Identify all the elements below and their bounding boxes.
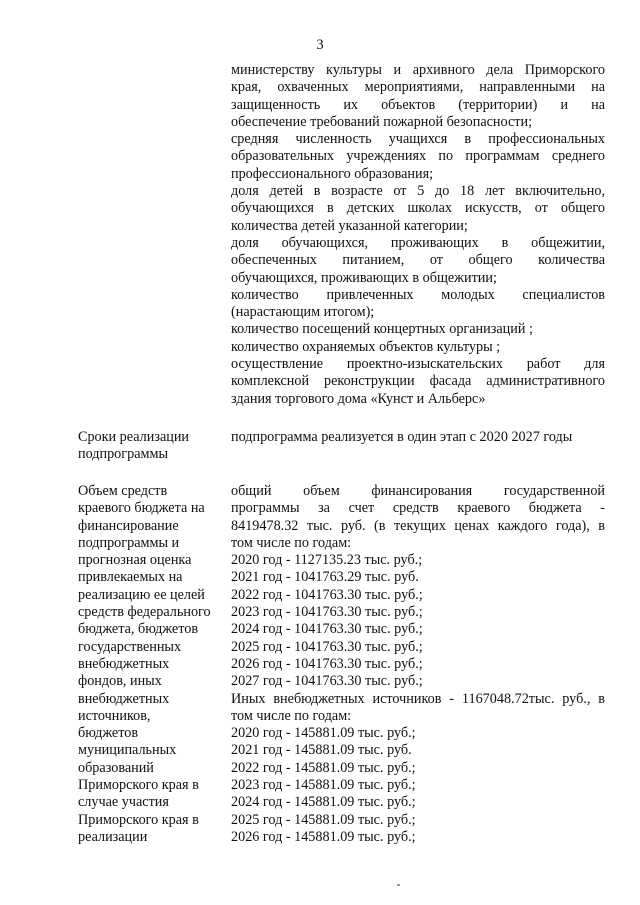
- funding-volume-text: [231, 483, 605, 846]
- funding-label-line: фондов, иных: [78, 673, 162, 690]
- funding-label-line: Приморского края в: [78, 811, 199, 828]
- funding-label-line: краевого бюджета на: [78, 500, 205, 517]
- funding-text-line: 2027 год - 1041763.30 тыс. руб.;: [231, 673, 423, 690]
- indicator-line: обучающихся в детских школах искусств, от общего: [231, 200, 605, 217]
- funding-label-line: Объем средств: [78, 483, 168, 499]
- target-indicators-text: [231, 62, 605, 408]
- funding-label-line: привлекаемых на: [78, 569, 183, 586]
- funding-text-line: общий объем финансирования государственной: [231, 483, 605, 499]
- funding-label-line: Приморского края в: [78, 777, 199, 794]
- funding-label-line: образований: [78, 759, 154, 776]
- indicator-line: министерству культуры и архивного дела Приморского: [231, 62, 605, 78]
- indicator-line: количество охраняемых объектов культуры ;: [231, 338, 501, 355]
- indicator-line: обеспечение требований пожарной безопасности;: [231, 113, 533, 130]
- funding-text-line: программы за счет средств краевого бюджета -: [231, 500, 605, 517]
- funding-text-line: 2026 год - 1041763.30 тыс. руб.;: [231, 655, 423, 672]
- indicator-line: обеспеченных питанием, от общего количества: [231, 252, 605, 269]
- funding-label-line: государственных: [78, 638, 182, 655]
- indicator-line: комплексной реконструкции фасада административного: [231, 373, 605, 390]
- funding-label-line: случае участия: [78, 794, 169, 811]
- indicator-line: (нарастающим итогом);: [231, 304, 375, 321]
- funding-text-line: 2022 год - 145881.09 тыс. руб.;: [231, 759, 416, 776]
- indicator-line: профессионального образования;: [231, 165, 434, 182]
- indicator-line: доля обучающихся, проживающих в общежитии,: [231, 234, 605, 251]
- indicator-line: образовательных учреждениях по программам среднего: [231, 148, 605, 165]
- funding-text-line: 2022 год - 1041763.30 тыс. руб.;: [231, 586, 423, 603]
- funding-label-line: муниципальных: [78, 742, 177, 759]
- funding-text-line: том числе по годам:: [231, 707, 352, 724]
- funding-text-line: 2025 год - 145881.09 тыс. руб.;: [231, 811, 416, 828]
- page-number: 3: [316, 37, 324, 53]
- indicator-line: количество привлеченных молодых специалистов: [231, 286, 605, 303]
- terms-label-line: подпрограммы: [78, 446, 168, 463]
- funding-label-line: средств федерального: [78, 604, 211, 621]
- indicator-line: средняя численность учащихся в профессиональных: [231, 131, 605, 148]
- funding-text-line: 8419478.32 тыс. руб. (в текущих ценах каждого года), в: [231, 517, 605, 534]
- implementation-terms-label: [78, 429, 228, 464]
- funding-label-line: бюджетов: [78, 725, 139, 742]
- funding-text-line: 2021 год - 145881.09 тыс. руб.: [231, 742, 412, 759]
- funding-label-line: реализации: [78, 828, 148, 845]
- indicator-line: количества детей указанной категории;: [231, 217, 468, 234]
- indicator-line: края, охваченных мероприятиями, направленными на: [231, 79, 605, 96]
- funding-text-line: том числе по годам:: [231, 534, 352, 551]
- scan-speck: [397, 884, 400, 886]
- indicator-line: обучающихся, проживающих в общежитии;: [231, 269, 497, 286]
- indicator-line: количество посещений концертных организаций ;: [231, 321, 533, 338]
- funding-label-line: реализацию ее целей: [78, 586, 205, 603]
- implementation-terms-line: подпрограмма реализуется в один этап с 2020 2027 годы: [231, 429, 573, 445]
- funding-text-line: Иных внебюджетных источников - 1167048.72тыс. руб., в: [231, 690, 605, 707]
- terms-label-line: Сроки реализации: [78, 429, 190, 445]
- indicator-line: доля детей в возрасте от 5 до 18 лет включительно,: [231, 183, 605, 200]
- funding-label-line: прогнозная оценка: [78, 552, 192, 569]
- funding-text-line: 2025 год - 1041763.30 тыс. руб.;: [231, 638, 423, 655]
- indicator-line: здания торгового дома «Кунст и Альберс»: [231, 390, 486, 407]
- funding-text-line: 2024 год - 145881.09 тыс. руб.;: [231, 794, 416, 811]
- funding-text-line: 2023 год - 145881.09 тыс. руб.;: [231, 777, 416, 794]
- implementation-terms-text: [231, 429, 605, 446]
- funding-text-line: 2020 год - 1127135.23 тыс. руб.;: [231, 552, 423, 569]
- funding-label-line: бюджета, бюджетов: [78, 621, 199, 638]
- funding-label-line: внебюджетных: [78, 690, 170, 707]
- funding-volume-label: [78, 483, 228, 846]
- funding-text-line: 2020 год - 145881.09 тыс. руб.;: [231, 725, 416, 742]
- indicator-line: защищенность их объектов (территории) и на: [231, 96, 605, 113]
- funding-label-line: источников,: [78, 707, 151, 724]
- funding-text-line: 2023 год - 1041763.30 тыс. руб.;: [231, 604, 423, 621]
- funding-text-line: 2024 год - 1041763.30 тыс. руб.;: [231, 621, 423, 638]
- funding-text-line: 2021 год - 1041763.29 тыс. руб.: [231, 569, 419, 586]
- funding-label-line: финансирование: [78, 517, 179, 534]
- indicator-line: осуществление проектно-изыскательских работ для: [231, 356, 605, 373]
- funding-label-line: внебюджетных: [78, 655, 170, 672]
- funding-text-line: 2026 год - 145881.09 тыс. руб.;: [231, 828, 416, 845]
- funding-label-line: подпрограммы и: [78, 534, 180, 551]
